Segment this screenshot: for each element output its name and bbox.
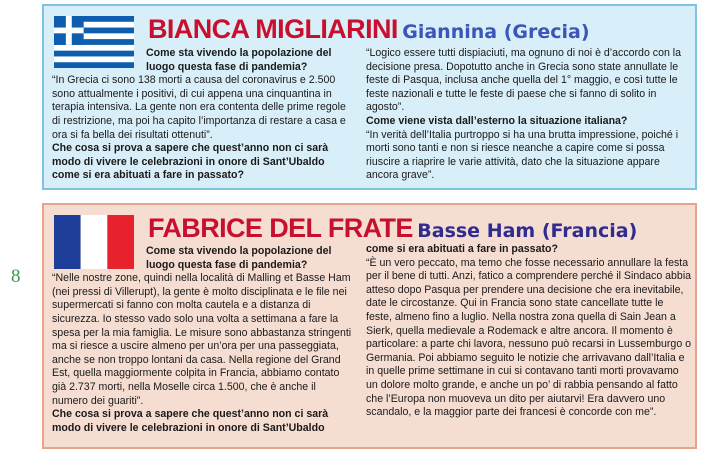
question: Come viene vista dall’esterno la situazione italiana? <box>366 114 628 127</box>
answer: “È un vero peccato, ma temo che fosse necessario annullare la festa per il bene di tutti. Anzi, fatico a comprendere perché il Sindaco abbia atteso dopo Pasqua per prendere una decisione che era inevitabile, date le circostanze. Qui in Francia sono state cancellate tutte le feste, almeno fino a luglio. Nella nostra zona quella di Sain Jean a Sierk, quella medievale a Rodemack e altre ancora. Il momento è particolare: a parte chi lavora, nessuno può recarsi in Lussemburgo o Germania. Poi abbiamo seguito le notizie che arrivavano dall’Italia e in quelle prime settimane in cui si contavano tanti morti provavamo un dolore molto grande, e anche un po’ di rabbia pensando al fatto che l’Europa non muoveva un dito per aiutarvi! Era davvero uno scandalo, e la maggior parte dei francesi è concorde con me”. <box>366 256 692 419</box>
answer: “In verità dell’Italia purtroppo si ha una brutta impressione, poiché i morti sono tanti e non si riesce neanche a capire come si possa riuscire a riaprire le varie attività, dato che la situazione appare ancora grave”. <box>366 128 679 182</box>
interview-box-france <box>42 203 697 449</box>
answer: “In Grecia ci sono 138 morti a causa del coronavirus e 2.500 sono attualmente i positivi, di cui appena una cinquantina in terapia intensiva. La gente non era contenta delle prime regole di restrizione, ma poi ha capito l’importanza di restare a casa e ora si fa bella dei risultati ottenuti”. <box>52 74 346 141</box>
interviewee-name: FABRICE DEL FRATE <box>148 213 413 243</box>
text-column-right <box>366 243 692 420</box>
interviewee-location: Basse Ham (Francia) <box>417 220 638 242</box>
interviewee-header <box>148 14 590 45</box>
interviewee-name: BIANCA MIGLIARINI <box>148 14 398 44</box>
question: come si era abituati a fare in passato? <box>366 243 558 255</box>
text-column-left <box>52 245 352 435</box>
page-number: 8 <box>11 266 21 287</box>
answer: “Nelle nostre zone, quindi nella località di Malling et Basse Ham (nei pressi di Villerupt), la gente è molto disciplinata e le file nei supermercati si fanno con molta cautela e a distanza di sicurezza. Io stesso vado solo una volta a settimana a fare la spesa per la mia famiglia. Le misure sono abbastanza stringenti ma si riesce a uscire almeno per un’ora per una passeggiata, anche se non troppo lontani da casa. Nella regione del Grand Est, quella maggiormente colpita in Francia, abbiamo contato già 2.737 morti, nella Moselle circa 1.500, che è anche il numero dei guariti”. <box>52 272 352 407</box>
text-column-right <box>366 47 690 183</box>
question: Che cosa si prova a sapere che quest’anno non ci sarà modo di vivere le celebrazioni in onore di Sant’Ubaldo come si era abituati a fare in passato? <box>52 142 329 182</box>
interview-box-greece <box>42 4 697 190</box>
question: Come sta vivendo la popolazione del luogo questa fase di pandemia? <box>146 245 332 271</box>
interviewee-header <box>148 213 637 244</box>
question: Che cosa si prova a sapere che quest’anno non ci sarà modo di vivere le celebrazioni in onore di Sant’Ubaldo <box>52 408 329 434</box>
interviewee-location: Giannina (Grecia) <box>402 21 590 43</box>
text-column-left <box>52 47 352 183</box>
answer: “Logico essere tutti dispiaciuti, ma ognuno di noi è d’accordo con la decisione presa. Dopotutto anche in Grecia sono state annullate le feste di Pasqua, inclusa anche quella del 1° maggio, e così tutte le feste nazionali e tutte le feste di paese che si fanno di solito in agosto”. <box>366 47 682 114</box>
question: Come sta vivendo la popolazione del luogo questa fase di pandemia? <box>146 47 332 73</box>
